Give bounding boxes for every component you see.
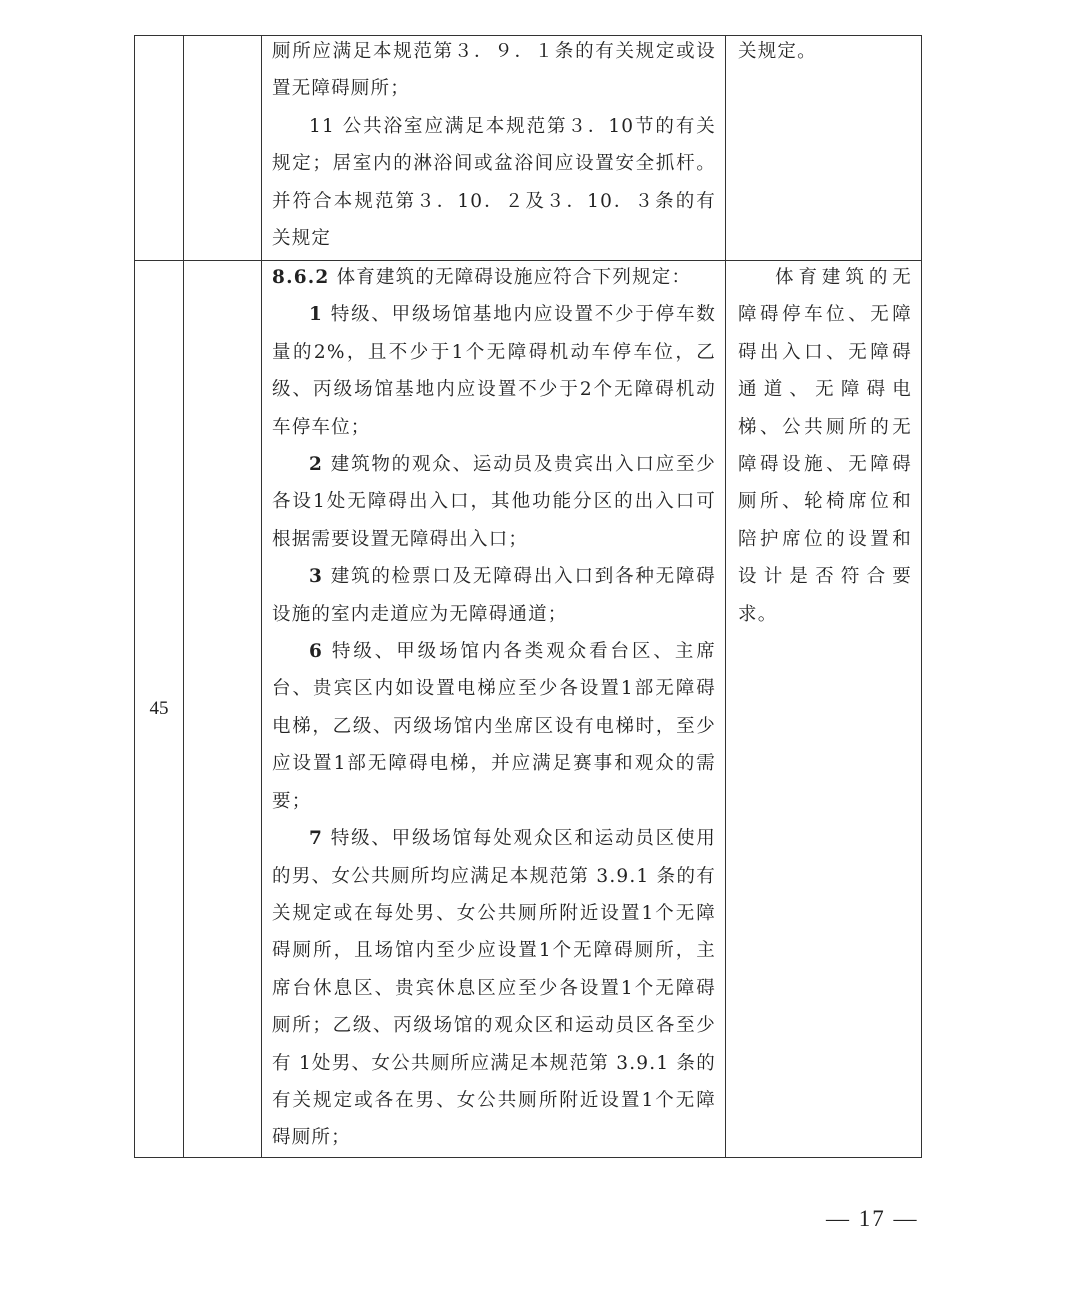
category-cell [184,36,262,261]
clause-paragraph: 厕所应满足本规范第３．９．１条的有关规定或设置无障碍厕所； [272,41,716,100]
check-point-cell [726,36,922,261]
clause-item-text: 建筑物的观众、运动员及贵宾出入口应至少各设1处无障碍出入口，其他功能分区的出入口可根据需要设置无障碍出入口； [272,454,716,550]
clause-code: 8.6.2 [272,267,330,288]
clause-item-text: 特级、甲级场馆基地内应设置不少于停车数量的2%，且不少于1个无障碍机动车停车位，乙级、丙级场馆基地内应设置不少于2个无障碍机动车停车位； [272,304,716,438]
clause-item-number: 6 [309,641,324,663]
clause-heading-text: 体育建筑的无障碍设施应符合下列规定： [329,267,692,288]
clause-item [272,558,716,633]
page-number: — 17 — [826,1206,919,1231]
table-row [135,36,922,261]
check-point-text: 体育建筑的无障碍停车位、无障碍出入口、无障碍通道、无障碍电梯、公共厕所的无障碍设施、无障碍厕所、轮椅席位和陪护席位的设置和设计是否符合要求。 [738,267,912,625]
clause-item [272,296,716,446]
table-row [135,261,922,1158]
clause-item-number: 7 [309,828,324,850]
item-number-cell [135,36,184,261]
clause-item-text: 特级、甲级场馆每处观众区和运动员区使用的男、女公共厕所均应满足本规范第 3.9.1 条的有关规定或在每处男、女公共厕所附近设置1个无障碍厕所，且场馆内至少应设置1个无障碍厕所，主席台休息区、贵宾休息区应至少各设置1个无障碍厕所；乙级、丙级场馆的观众区和运动员区各至少有 1处男、女公共厕所应满足本规范第 3.9.1 条的有关规定或各在男、女公共厕所附近设置1个无障碍厕所； [272,828,716,1149]
item-number-cell: 45 [135,261,184,1158]
clause-item [272,633,716,820]
clause-cell [262,261,726,1158]
clause-item-number: 3 [309,566,324,588]
regulation-table [134,35,922,1158]
clause-item-number: 1 [309,304,324,326]
clause-item [272,446,716,558]
check-point-text: 关规定。 [738,41,817,62]
clause-cell [262,36,726,261]
check-point-cell [726,261,922,1158]
category-cell [184,261,262,1158]
clause-item-text: 特级、甲级场馆内各类观众看台区、主席台、贵宾区内如设置电梯应至少各设置1部无障碍电梯，乙级、丙级场馆内坐席区设有电梯时，至少应设置1部无障碍电梯，并应满足赛事和观众的需要； [272,641,716,812]
clause-item-text: 建筑的检票口及无障碍出入口到各种无障碍设施的室内走道应为无障碍通道； [272,566,716,625]
clause-item [272,820,716,1157]
clause-item-number: 2 [309,454,324,476]
clause-heading [272,261,716,297]
clause-paragraph: 11 公共浴室应满足本规范第３．10节的有关规定；居室内的淋浴间或盆浴间应设置安全抓杆。并符合本规范第３．10．２及３．10．３条的有关规定 [272,115,716,250]
